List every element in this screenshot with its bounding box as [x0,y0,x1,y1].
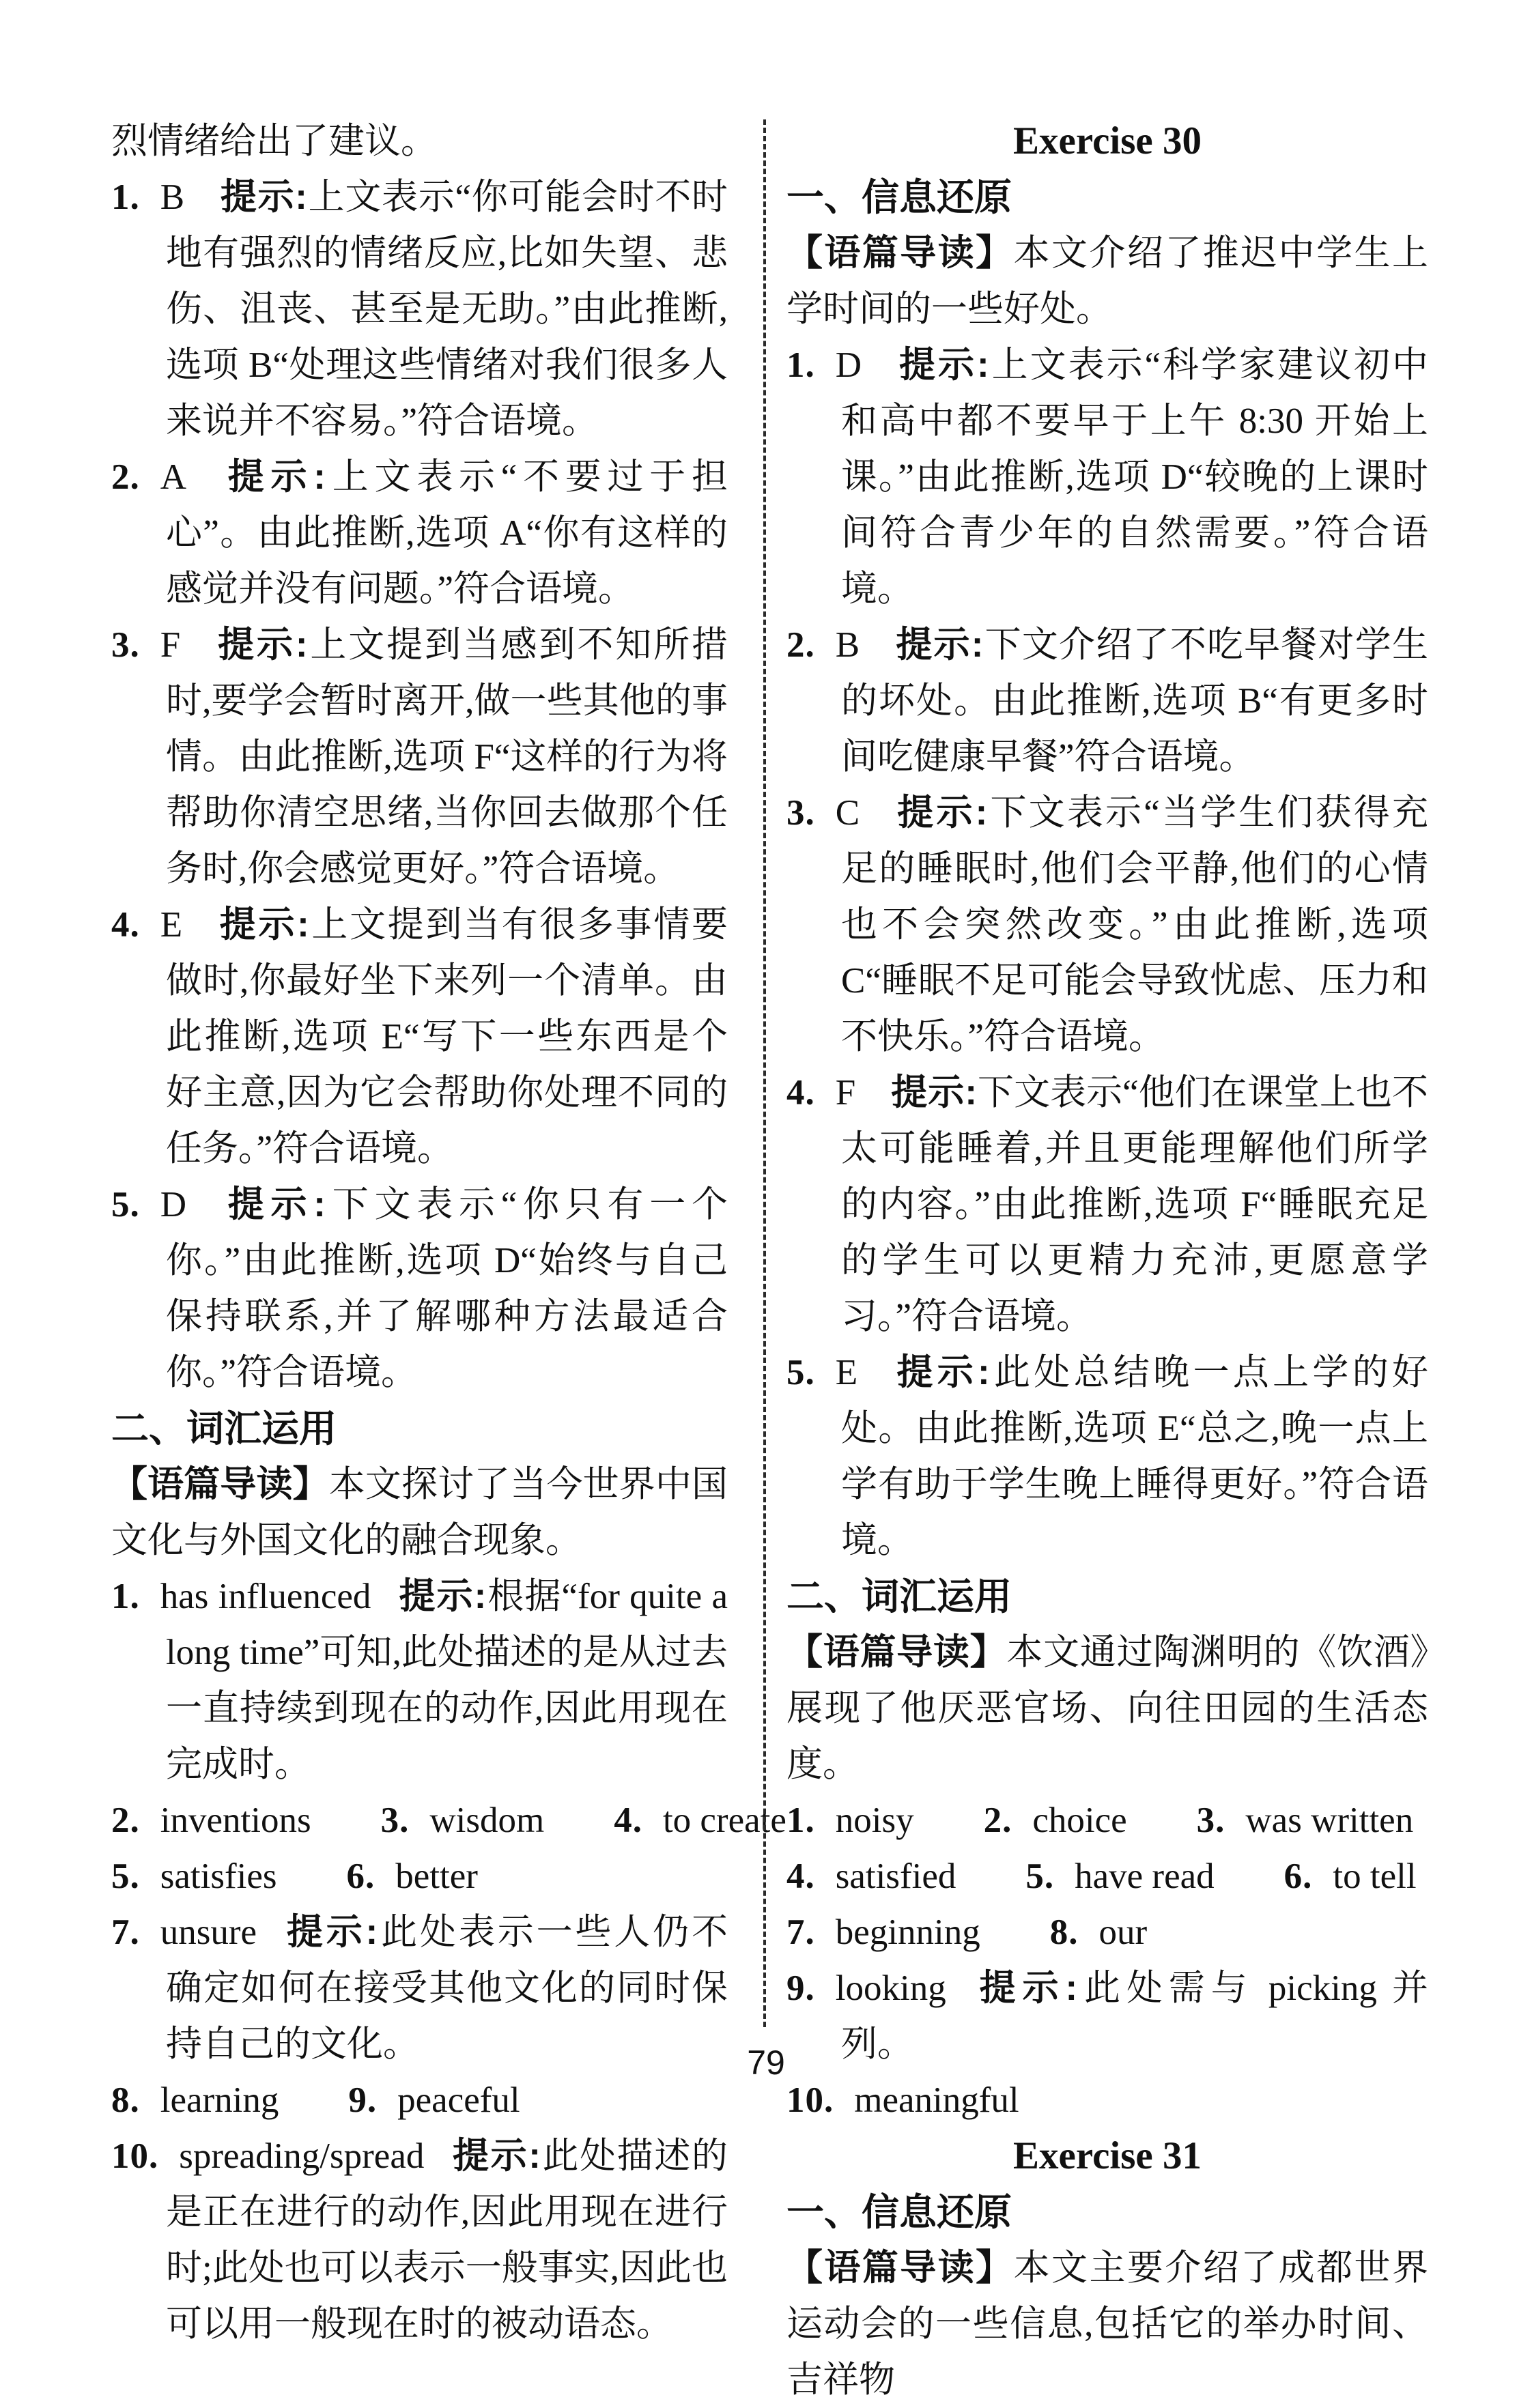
vocab-word: satisfies [160,1857,277,1896]
section-heading [786,2184,1428,2240]
hint-label: 提示: [451,2136,541,2176]
vocab-item [111,2080,306,2120]
hint-label: 提示: [222,1184,326,1224]
hint-text: 上文表示“科学家建议初中和高中都不要早于上午 8:30 开始上课。”由此推断,选项 D“较晚的上课时间符合青少年的自然需要。”符合语境。 [841,345,1428,609]
answer-word: looking [835,1968,946,2008]
vocab-word: peaceful [397,2080,520,2120]
vocab-number: 4. [786,1857,815,1896]
vocab-number: 6. [1283,1857,1313,1896]
section-heading-text: 一、信息还原 [786,2191,1012,2233]
answer-item [786,617,1428,785]
answer-number: 1. [786,345,815,385]
answer-item [786,785,1428,1065]
passage-guide [786,1624,1428,1792]
word-answer-item [111,2128,728,2352]
vocab-item [347,1857,505,1896]
hint-label: 提示: [218,904,310,945]
hint-label: 提示: [895,792,989,833]
option-letter: E [160,905,183,945]
intro-line [111,113,728,169]
answer-number: 1. [111,1577,140,1616]
answer-number: 4. [786,1073,815,1113]
vocab-item [786,1912,1008,1952]
vocab-item [1025,1857,1241,1896]
exercise-title-text: Exercise 31 [1013,2134,1202,2177]
answer-number: 9. [786,1968,815,2008]
answer-number: 10. [111,2136,159,2176]
answer-number: 3. [786,793,815,833]
answer-number: 4. [111,905,140,945]
vocab-word: inventions [160,1801,311,1840]
hint-text: 上文表示“不要过于担心”。由此推断,选项 A“你有这样的感觉并没有问题。”符合语境。 [166,457,728,609]
exercise-title [786,2128,1428,2184]
column-divider [763,119,766,2027]
vocab-word: satisfied [835,1857,956,1896]
passage-guide-text: 本文主要介绍了成都世界运动会的一些信息,包括它的举办时间、吉祥物 [786,2248,1428,2400]
hint-text: 根据“for quite a long time”可知,此处描述的是从过去一直持续到现在的动作,因此用现在完成时。 [166,1577,728,1784]
vocab-word: to create [662,1801,786,1840]
option-letter: D [835,345,862,385]
answer-item [111,897,728,1177]
vocab-item [348,2080,547,2120]
exercise-title-text: Exercise 30 [1013,119,1202,162]
vocab-row [111,1848,728,1904]
answer-number: 7. [111,1912,140,1952]
hint-text: 此处总结晚一点上学的好处。由此推断,选项 E“总之,晚一点上学有助于学生晚上睡得更好。”符合语境。 [841,1353,1429,1560]
vocab-row [786,1848,1428,1904]
answer-item [111,1177,728,1401]
answer-word: spreading/spread [179,2136,425,2176]
hint-label: 提示: [973,1968,1079,2008]
answer-number: 2. [111,457,140,497]
vocab-row [786,1904,1428,1960]
vocab-number: 6. [346,1857,375,1896]
answer-number: 5. [786,1353,815,1392]
answer-word: unsure [160,1912,257,1952]
vocab-word: choice [1032,1801,1127,1840]
vocab-word: better [395,1857,478,1896]
hint-label: 提示: [398,1576,487,1616]
vocab-item [984,1801,1154,1840]
intro-text: 烈情绪给出了建议。 [111,121,437,161]
hint-text: 此处表示一些人仍不确定如何在接受其他文化的同时保持自己的文化。 [166,1912,728,2064]
section-heading [786,1568,1428,1624]
hint-label: 提示: [216,625,309,665]
passage-guide [786,225,1428,337]
vocab-number: 8. [111,2080,140,2120]
section-heading [111,1401,728,1457]
hint-text: 下文介绍了不吃早餐对学生的坏处。由此推断,选项 B“有更多时间吃健康早餐”符合语境。 [841,625,1428,777]
answer-number: 1. [111,177,140,217]
answer-item [111,617,728,897]
hint-label: 提示: [897,345,990,385]
passage-guide-text: 本文通过陶渊明的《饮酒》展现了他厌恶官场、向往田园的生活态度。 [786,1633,1429,1784]
answer-item [786,337,1428,617]
vocab-number: 9. [348,2080,378,2120]
vocab-word: wisdom [429,1801,545,1840]
passage-guide [111,1457,728,1568]
section-heading [786,169,1428,225]
hint-text: 此处描述的是正在进行的动作,因此用现在进行时;此处也可以表示一般事实,因此也可以用一般现在时的被动语态。 [166,2136,728,2344]
option-letter: F [160,625,181,665]
option-letter: F [835,1073,856,1113]
hint-label: 提示: [893,1352,991,1392]
vocab-item [786,2080,1047,2120]
answer-item [786,1345,1428,1568]
vocab-word: learning [160,2080,279,2120]
passage-guide-label: 【语篇导读】 [786,233,1014,273]
vocab-item [1284,1857,1444,1896]
answer-number: 5. [111,1185,140,1224]
hint-text: 上文提到当感到不知所措时,要学会暂时离开,做一些其他的事情。由此推断,选项 F“这样的行为将帮助你清空思绪,当你回去做那个任务时,你会感觉更好。”符合语境。 [166,625,728,889]
option-letter: D [160,1185,187,1224]
vocab-number: 10. [786,2080,834,2120]
vocab-item [614,1801,814,1840]
vocab-number: 4. [614,1801,642,1840]
passage-guide-text: 本文探讨了当今世界中国文化与外国文化的融合现象。 [111,1465,728,1560]
hint-text: 上文提到当有很多事情要做时,你最好坐下来列一个清单。由此推断,选项 E“写下一些东西是个好主意,因为它会帮助你处理不同的任务。”符合语境。 [166,905,728,1169]
vocab-item [786,1801,941,1840]
hint-text: 下文表示“他们在课堂上也不太可能睡着,并且更能理解他们所学的内容。”由此推断,选项 F“睡眠充足的学生可以更精力充沛,更愿意学习。”符合语境。 [841,1073,1428,1336]
hint-label: 提示: [895,625,984,665]
hint-text: 下文表示“你只有一个你。”由此推断,选项 D“始终与自己保持联系,并了解哪种方法最适合你。”符合语境。 [166,1185,728,1392]
vocab-item [786,1857,983,1896]
hint-text: 下文表示“当学生们获得充足的睡眠时,他们会平静,他们的心情也不会突然改变。”由此推断,选项 C“睡眠不足可能会导致忧虑、压力和不快乐。”符合语境。 [841,793,1428,1057]
section-heading-text: 二、词汇运用 [786,1575,1012,1618]
vocab-word: to tell [1333,1857,1417,1896]
vocab-item [1197,1801,1441,1840]
vocab-number: 5. [111,1857,140,1896]
vocab-row [786,1792,1428,1848]
hint-text: 上文表示“你可能会时不时地有强烈的情绪反应,比如失望、悲伤、沮丧、甚至是无助。”由此推断,选项 B“处理这些情绪对我们很多人来说并不容易。”符合语境。 [166,177,728,441]
vocab-word: meaningful [854,2080,1019,2120]
vocab-number: 2. [111,1801,140,1840]
vocab-word: noisy [835,1801,914,1840]
answer-item [111,169,728,449]
answer-item [786,1065,1428,1345]
answer-number: 3. [111,625,140,665]
hint-label: 提示: [284,1912,379,1952]
word-answer-item [111,1568,728,1792]
vocab-item [1050,1912,1174,1952]
vocab-word: was written [1245,1801,1414,1840]
exercise-title [786,113,1428,169]
vocab-item [381,1801,572,1840]
passage-guide-label: 【语篇导读】 [786,1632,1007,1672]
vocab-number: 3. [1196,1801,1225,1840]
vocab-number: 3. [380,1801,410,1840]
passage-guide-label: 【语篇导读】 [111,1464,329,1504]
option-letter: B [835,625,860,665]
passage-guide [786,2240,1428,2408]
page-number: 79 [747,2044,785,2082]
option-letter: B [160,177,185,217]
vocab-word: our [1098,1912,1148,1952]
hint-label: 提示: [891,1072,978,1113]
passage-guide-text: 本文介绍了推迟中学生上学时间的一些好处。 [786,233,1428,329]
option-letter: A [160,457,187,497]
section-heading-text: 二、词汇运用 [111,1407,337,1450]
vocab-word: beginning [835,1912,980,1952]
answer-number: 2. [786,625,815,665]
vocab-number: 2. [983,1801,1012,1840]
hint-text: 此处需与 picking 并列。 [841,1968,1428,2064]
vocab-number: 8. [1049,1912,1079,1952]
hint-label: 提示: [220,177,308,217]
answer-item [111,449,728,617]
option-letter: C [835,793,860,833]
option-letter: E [835,1353,858,1392]
vocab-item [111,1801,339,1840]
answer-word: has influenced [160,1577,371,1616]
vocab-row [111,1792,786,1848]
vocab-word: have read [1075,1857,1215,1896]
passage-guide-label: 【语篇导读】 [786,2248,1014,2288]
hint-label: 提示: [222,457,326,497]
vocab-number: 5. [1025,1857,1055,1896]
section-heading-text: 一、信息还原 [786,176,1012,218]
vocab-number: 7. [786,1912,815,1952]
vocab-number: 1. [786,1801,815,1840]
vocab-item [111,1857,304,1896]
